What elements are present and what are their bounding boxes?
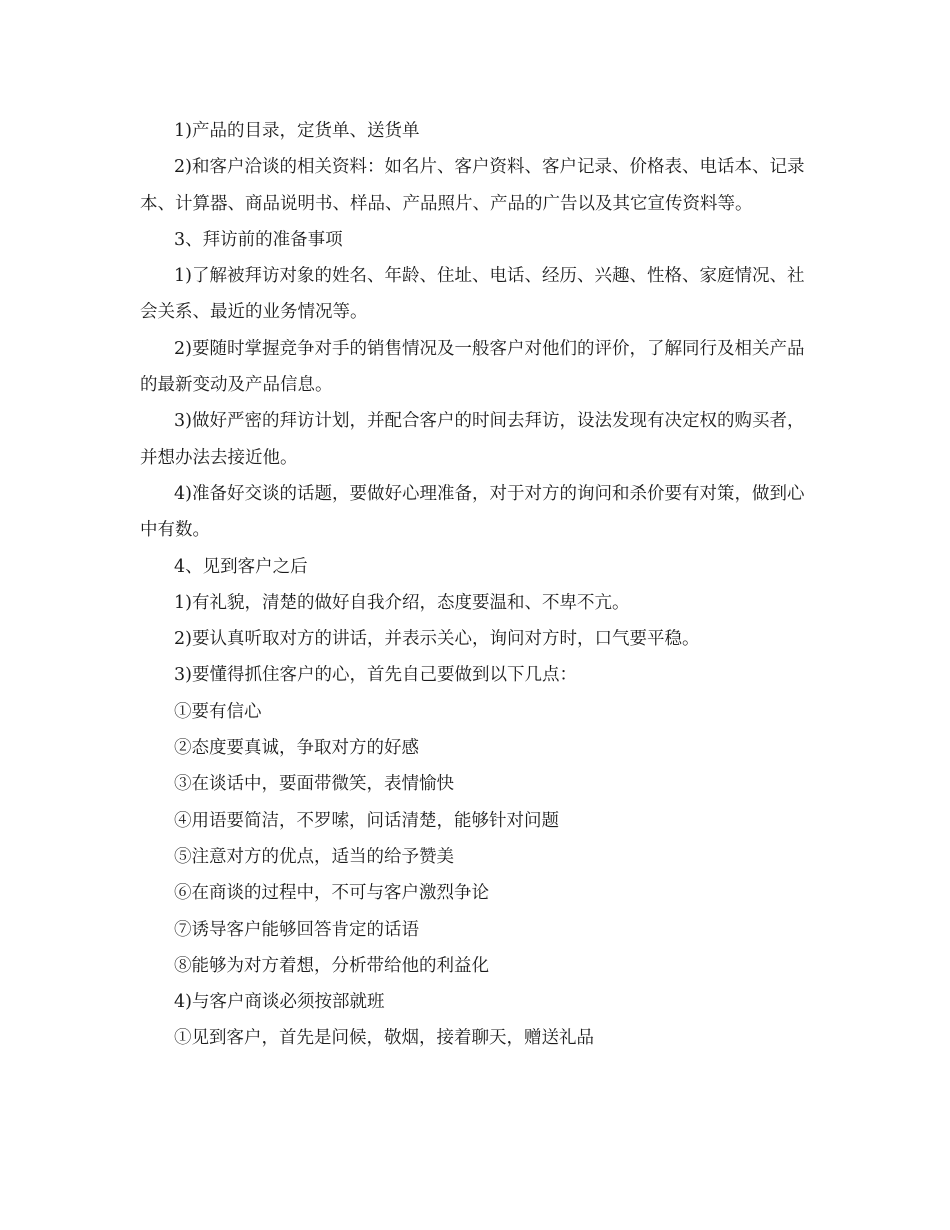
paragraph: 3)要懂得抓住客户的心，首先自己要做到以下几点： [174,665,577,686]
paragraph: 4)与客户商谈必须按部就班 [174,992,385,1013]
document-body [140,113,820,1057]
list-item: ⑦诱导客户能够回答肯定的话语 [174,919,419,940]
paragraph: 4)准备好交谈的话题，要做好心理准备，对于对方的询问和杀价要有对策，做到心中有数。 [140,483,805,541]
list-item: ②态度要真诚，争取对方的好感 [174,738,419,759]
section-heading: 3、拜访前的准备事项 [174,229,343,250]
paragraph: 1)有礼貌，清楚的做好自我介绍，态度要温和、不卑不亢。 [174,592,630,613]
paragraph: 2)要认真听取对方的讲话，并表示关心，询问对方时，口气要平稳。 [174,629,700,650]
paragraph: 2)和客户洽谈的相关资料：如名片、客户资料、客户记录、价格表、电话本、记录本、计算器、商品说明书、样品、产品照片、产品的广告以及其它宣传资料等。 [140,157,805,214]
list-item: ①要有信心 [174,701,262,722]
list-item: ⑧能够为对方着想，分析带给他的利益化 [174,955,489,976]
list-item: ④用语要简洁，不罗嗦，问话清楚，能够针对问题 [174,810,559,831]
list-item: ⑤注意对方的优点，适当的给予赞美 [174,846,454,867]
paragraph: 2)要随时掌握竞争对手的销售情况及一般客户对他们的评价，了解同行及相关产品的最新变动及产品信息。 [140,338,805,396]
section-heading: 4、见到客户之后 [174,556,308,577]
paragraph: 1)产品的目录，定货单、送货单 [174,121,420,141]
paragraph: 3)做好严密的拜访计划，并配合客户的时间去拜访，设法发现有决定权的购买者，并想办法去接近他。 [140,411,805,468]
list-item: ③在谈话中，要面带微笑，表情愉快 [174,774,454,795]
paragraph: 1)了解被拜访对象的姓名、年龄、住址、电话、经历、兴趣、性格、家庭情况、社会关系、最近的业务情况等。 [140,266,805,323]
list-item: ①见到客户，首先是问候，敬烟，接着聊天，赠送礼品 [174,1028,594,1049]
list-item: ⑥在商谈的过程中，不可与客户激烈争论 [174,883,489,904]
